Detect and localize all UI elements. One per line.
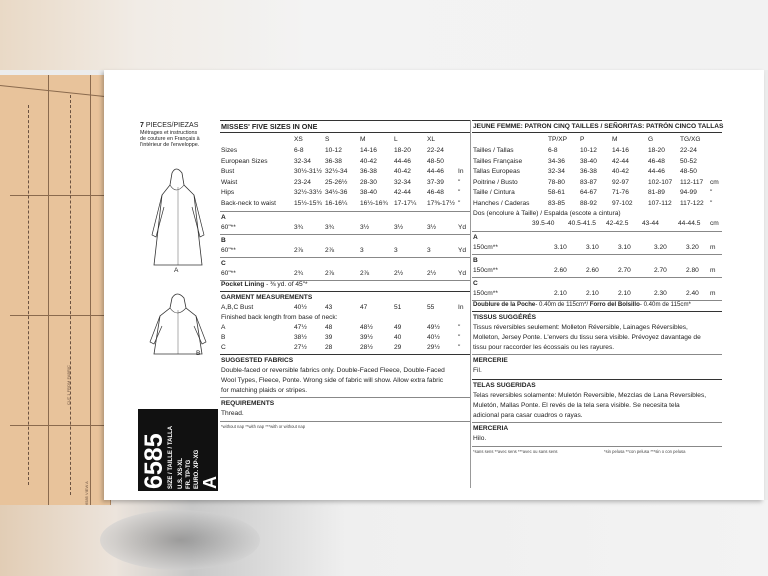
en-row-value: 14-16 — [360, 147, 377, 154]
en-row-value: 34½-36 — [325, 189, 348, 196]
es-tissus-heading: TISSUS SUGGÉRÉS — [473, 314, 537, 321]
en-view-yardage: 2⅞ — [325, 270, 335, 277]
es-row-value: 78-80 — [548, 178, 565, 186]
es-merceria-heading: MERCERIA — [473, 425, 509, 432]
es-view-meters: 3.20 — [686, 244, 699, 251]
en-length-value: 27½ — [294, 344, 307, 351]
en-view-yardage: 3½ — [427, 224, 437, 231]
en-length-label: C — [221, 344, 226, 351]
es-telas-line: Telas reversibles solamente: Muletón Reversible, Mezclas de Lana Reversibles, — [473, 392, 707, 399]
es-dos-value: 39.5-40 — [532, 220, 555, 227]
en-bust-label: A,B,C Bust — [221, 304, 254, 311]
es-row-value: 46-48 — [648, 157, 665, 165]
en-view-yardage: 2½ — [427, 270, 437, 277]
en-row-unit: " — [458, 178, 461, 186]
en-length-value: 39½ — [360, 334, 373, 341]
en-row-value: 32½-34 — [325, 168, 348, 175]
pieces-count: 7 PIECES/PIEZAS — [140, 122, 199, 129]
en-pocket-lining-value: - ⅜ yd. of 45"* — [264, 281, 308, 288]
en-suggested-heading: SUGGESTED FABRICS — [221, 357, 294, 364]
en-view-yardage: 2⅞ — [294, 247, 304, 254]
es-tissus-line: tissu pour raccorder les écossais ou les rayures. — [473, 344, 615, 351]
pieces-note-3: l'intérieur de l'enveloppe. — [140, 142, 200, 148]
en-view-yardage: 3 — [427, 247, 431, 254]
en-row-unit: " — [458, 199, 461, 207]
en-view-label: A — [221, 214, 226, 221]
pattern-tissue: CUT 1 FROM FABRIC 6585 VIEW A — [0, 75, 111, 505]
envelope-back — [104, 70, 764, 500]
en-row-value: 32-34 — [394, 178, 411, 186]
es-dos-value: 42-42.5 — [606, 220, 629, 227]
en-length-value: 29½ — [427, 344, 440, 351]
view-a-label: A — [174, 267, 179, 274]
en-row-value: 30½-31½ — [294, 168, 322, 175]
es-row-value: 50-52 — [680, 157, 697, 165]
es-view-meters: 3.20 — [654, 244, 667, 251]
es-view-meters: 2.80 — [686, 267, 699, 274]
es-view-meters: 3.10 — [586, 244, 599, 251]
en-finished-length: Finished back length from base of neck: — [221, 314, 338, 321]
es-dos-value: 44-44.5 — [678, 220, 701, 227]
es-row-value: 83-87 — [580, 178, 597, 186]
es-footnote-es: *sin pelusa **con pelusa ***sin o con pelusa — [604, 449, 686, 454]
en-row-value: 23-24 — [294, 178, 311, 186]
background-shadow — [100, 510, 260, 570]
es-row-value: 83-85 — [548, 199, 565, 207]
pieces-note-1: Métrages et instructions — [140, 130, 198, 136]
size-range-letter: A — [200, 476, 220, 489]
en-row-value: 40-42 — [394, 168, 411, 175]
es-footnote-fr: *sans sens **avec sens ***avec ou sans sens — [473, 449, 558, 454]
en-row-value: 36-38 — [360, 168, 377, 175]
en-length-value: 38½ — [294, 334, 307, 341]
es-merceria-text: Hilo. — [473, 435, 487, 442]
en-length-unit: " — [458, 324, 461, 331]
en-bust-value: 43 — [325, 304, 333, 311]
es-row-value: 92-97 — [612, 178, 629, 186]
es-row-unit: " — [710, 189, 713, 196]
spanish-title: JEUNE FEMME: PATRON CINQ TAILLES / SEÑORITAS: PATRÓN CINCO TALLAS — [473, 123, 724, 130]
en-row-value: 28-30 — [360, 178, 377, 186]
es-dos-value: 43-44 — [642, 220, 659, 227]
es-view-meters: 2.10 — [586, 290, 599, 297]
es-view-unit: m — [710, 290, 716, 297]
en-length-label: A — [221, 324, 226, 331]
es-size-col: M — [612, 136, 618, 143]
es-pocket-lining — [473, 301, 691, 309]
en-view-yardage: 3½ — [394, 224, 404, 231]
es-tissus-line: Molleton, Jersey Ponte. L'envers du tissu sera visible. Prévoyez davantage de — [473, 334, 701, 341]
en-row-label: Waist — [221, 178, 238, 186]
en-length-value: 29 — [394, 344, 402, 351]
es-row-value: 88-92 — [580, 199, 597, 207]
en-pocket-lining — [221, 281, 308, 289]
view-a-sketch — [142, 165, 212, 275]
en-row-value: 15½-15¾ — [294, 199, 322, 207]
es-doublure-value: - 0.40m de 115cm*/ — [535, 301, 589, 308]
en-row-label: Sizes — [221, 147, 238, 154]
es-view-meters: 2.70 — [618, 267, 631, 274]
es-view-meters: 2.10 — [554, 290, 567, 297]
es-row-label: Poitrine / Busto — [473, 178, 518, 186]
es-telas-heading: TELAS SUGERIDAS — [473, 382, 536, 389]
en-bust-unit: In — [458, 304, 464, 311]
view-b-sketch — [142, 292, 212, 362]
es-view-meters: 2.70 — [654, 267, 667, 274]
en-row-value: 6-8 — [294, 147, 304, 154]
es-mercerie-text: Fil. — [473, 367, 482, 374]
es-row-unit: cm — [710, 178, 719, 186]
es-row-value: 81-89 — [648, 189, 665, 196]
en-suggested-line: Wool Types, Fleece, Ponte. Wrong side of fabric will show. Allow extra fabric — [221, 377, 444, 384]
es-view-fabric: 150cm** — [473, 244, 498, 251]
es-view-unit: m — [710, 267, 716, 274]
en-view-label: C — [221, 260, 226, 267]
en-size-col-m: M — [360, 136, 366, 143]
fr-sizes: FR. TP-TG — [186, 459, 192, 489]
es-size-col: TG/XG — [680, 136, 701, 143]
es-row-value: 32-34 — [548, 168, 565, 175]
es-view-meters: 3.10 — [554, 244, 567, 251]
es-view-meters: 2.40 — [686, 290, 699, 297]
en-row-value: 44-46 — [394, 157, 411, 165]
es-view-label: A — [473, 234, 478, 241]
en-row-value: 16-16¼ — [325, 199, 348, 207]
en-row-value: 17⅜-17½ — [427, 199, 455, 207]
es-row-value: 22-24 — [680, 147, 697, 154]
es-view-meters: 2.60 — [554, 267, 567, 274]
en-row-label: Hips — [221, 189, 235, 196]
en-length-value: 40 — [394, 334, 402, 341]
es-view-meters: 3.10 — [618, 244, 631, 251]
en-view-yardage: 2⅞ — [360, 270, 370, 277]
en-length-value: 40½ — [427, 334, 440, 341]
en-bust-value: 55 — [427, 304, 435, 311]
en-size-col-l: L — [394, 136, 398, 143]
es-row-value: 40-42 — [612, 168, 629, 175]
en-footnote: *without nap **with nap ***with or without nap — [221, 424, 306, 429]
us-sizes: U.S. XS-XL — [178, 457, 184, 489]
en-pocket-lining-label: Pocket Lining — [221, 281, 265, 288]
en-row-value: 32-34 — [294, 157, 311, 165]
es-view-meters: 2.30 — [654, 290, 667, 297]
en-size-col-xs: XS — [294, 136, 303, 143]
es-row-value: 42-44 — [612, 157, 629, 165]
es-row-value: 64-67 — [580, 189, 597, 196]
pattern-number: 6585 — [140, 433, 168, 489]
es-row-label: Taille / Cintura — [473, 189, 515, 196]
en-length-value: 49½ — [427, 324, 440, 331]
es-row-value: 44-46 — [648, 168, 665, 175]
en-view-yardage: 2½ — [394, 270, 404, 277]
en-length-value: 48½ — [360, 324, 373, 331]
es-view-meters: 2.60 — [586, 267, 599, 274]
en-length-unit: " — [458, 344, 461, 351]
es-row-value: 97-102 — [612, 199, 633, 207]
euro-sizes: EURO. XP-XG — [194, 449, 200, 489]
pattern-number-badge — [138, 409, 218, 491]
english-title: MISSES' FIVE SIZES IN ONE — [221, 122, 318, 131]
es-telas-line: Muletón, Mallas Ponte. El revés de la tela sera visible. Se necesita tela — [473, 402, 680, 409]
en-length-value: 49 — [394, 324, 402, 331]
es-row-value: 107-112 — [648, 199, 672, 207]
en-length-value: 28 — [325, 344, 333, 351]
en-row-value: 32½-33½ — [294, 189, 322, 196]
en-requirements-heading: REQUIREMENTS — [221, 400, 275, 407]
en-view-fabric: 60"** — [221, 270, 236, 277]
en-row-unit: " — [458, 189, 461, 196]
en-requirements-text: Thread. — [221, 410, 244, 417]
en-row-value: 42-44 — [394, 189, 411, 196]
en-view-fabric: 60"** — [221, 224, 236, 231]
es-row-label: Tallas Europeas — [473, 168, 520, 175]
es-row-value: 10-12 — [580, 147, 597, 154]
es-forro-value: - 0.40m de 115cm* — [639, 301, 691, 308]
en-length-value: 28½ — [360, 344, 373, 351]
en-row-value: 22-24 — [427, 147, 444, 154]
es-dos-unit: cm — [710, 220, 719, 227]
es-mercerie-heading: MERCERIE — [473, 357, 508, 364]
en-row-label: Bust — [221, 168, 235, 175]
en-view-unit: Yd — [458, 224, 467, 231]
es-view-unit: m — [710, 244, 716, 251]
en-view-yardage: 3½ — [360, 224, 370, 231]
es-row-value: 112-117 — [680, 178, 704, 186]
en-row-value: 40-42 — [360, 157, 377, 165]
en-row-value: 48-50 — [427, 157, 444, 165]
es-row-value: 34-36 — [548, 157, 565, 165]
es-row-label: Hanches / Caderas — [473, 199, 530, 207]
en-row-value: 17-17¼ — [394, 199, 417, 207]
es-row-value: 117-122 — [680, 199, 704, 207]
es-size-col: P — [580, 136, 585, 143]
es-doublure-label: Doublure de la Poche — [473, 301, 536, 308]
en-suggested-line: for matching plaids or stripes. — [221, 387, 308, 394]
en-size-col-s: S — [325, 136, 330, 143]
en-garment-heading: GARMENT MEASUREMENTS — [221, 294, 313, 301]
en-row-value: 44-46 — [427, 168, 444, 175]
es-view-label: B — [473, 257, 478, 264]
es-row-label: Tailles / Tallas — [473, 147, 514, 154]
en-row-value: 46-48 — [427, 189, 444, 196]
en-length-unit: " — [458, 334, 461, 341]
en-length-value: 39 — [325, 334, 333, 341]
es-tissus-line: Tissus réversibles seulement: Molleton Réversible, Lainages Réversibles, — [473, 324, 688, 331]
en-view-unit: Yd — [458, 247, 467, 254]
es-view-label: C — [473, 280, 478, 287]
es-view-meters: 2.10 — [618, 290, 631, 297]
es-row-value: 38-40 — [580, 157, 597, 165]
background-top — [0, 0, 768, 70]
en-row-value: 36-38 — [325, 157, 342, 165]
es-size-col: TP/XP — [548, 136, 568, 143]
en-view-yardage: 3¾ — [294, 224, 304, 231]
en-row-value: 38-40 — [360, 189, 377, 196]
en-view-yardage: 3 — [360, 247, 364, 254]
es-dos-value: 40.5-41.5 — [568, 220, 596, 227]
en-length-value: 47½ — [294, 324, 307, 331]
en-row-value: 16½-16¾ — [360, 199, 388, 207]
en-bust-value: 40½ — [294, 304, 307, 311]
en-view-yardage: 2¾ — [294, 270, 304, 277]
es-view-fabric: 150cm** — [473, 290, 498, 297]
es-view-fabric: 150cm** — [473, 267, 498, 274]
es-forro-label: Forro del Bolsillo — [588, 301, 640, 308]
en-view-label: B — [221, 237, 226, 244]
es-row-value: 102-107 — [648, 178, 673, 186]
en-bust-value: 51 — [394, 304, 402, 311]
en-view-fabric: 60"** — [221, 247, 236, 254]
en-length-label: B — [221, 334, 226, 341]
en-length-value: 48 — [325, 324, 333, 331]
en-row-label: Back-neck to waist — [221, 199, 276, 207]
en-size-col-xl: XL — [427, 136, 436, 143]
pieces-note-2: de couture en Français à — [140, 136, 200, 142]
en-row-value: 37-39 — [427, 178, 444, 186]
view-b-label: B — [196, 350, 201, 357]
en-view-yardage: 3¾ — [325, 224, 335, 231]
en-row-label: European Sizes — [221, 157, 268, 165]
en-view-unit: Yd — [458, 270, 467, 277]
en-view-yardage: 2⅞ — [325, 247, 335, 254]
es-row-label: Tailles Française — [473, 157, 523, 165]
en-suggested-line: Double-faced or reversible fabrics only. Double-Faced Fleece, Double-Faced — [221, 367, 445, 374]
es-row-value: 36-38 — [580, 168, 597, 175]
es-row-value: 58-61 — [548, 189, 565, 196]
en-row-value: 25-26½ — [325, 178, 348, 186]
en-bust-value: 47 — [360, 304, 368, 311]
es-size-col: G — [648, 136, 654, 143]
en-row-value: 18-20 — [394, 147, 411, 154]
en-row-unit: In — [458, 168, 464, 175]
es-row-value: 94-99 — [680, 189, 697, 196]
es-dos-label: Dos (encolure à Taille) / Espalda (escote a cintura) — [473, 210, 621, 217]
es-row-value: 48-50 — [680, 168, 697, 175]
es-row-value: 71-76 — [612, 189, 629, 196]
en-row-value: 10-12 — [325, 147, 342, 154]
size-label: SIZE / TAILLE / TALLA — [168, 425, 174, 489]
es-row-value: 14-16 — [612, 147, 629, 154]
es-row-unit: " — [710, 199, 713, 207]
es-row-value: 18-20 — [648, 147, 665, 154]
es-row-value: 6-8 — [548, 147, 558, 154]
es-telas-line: adicional para casar cuadros o rayas. — [473, 412, 583, 419]
en-view-yardage: 3 — [394, 247, 398, 254]
